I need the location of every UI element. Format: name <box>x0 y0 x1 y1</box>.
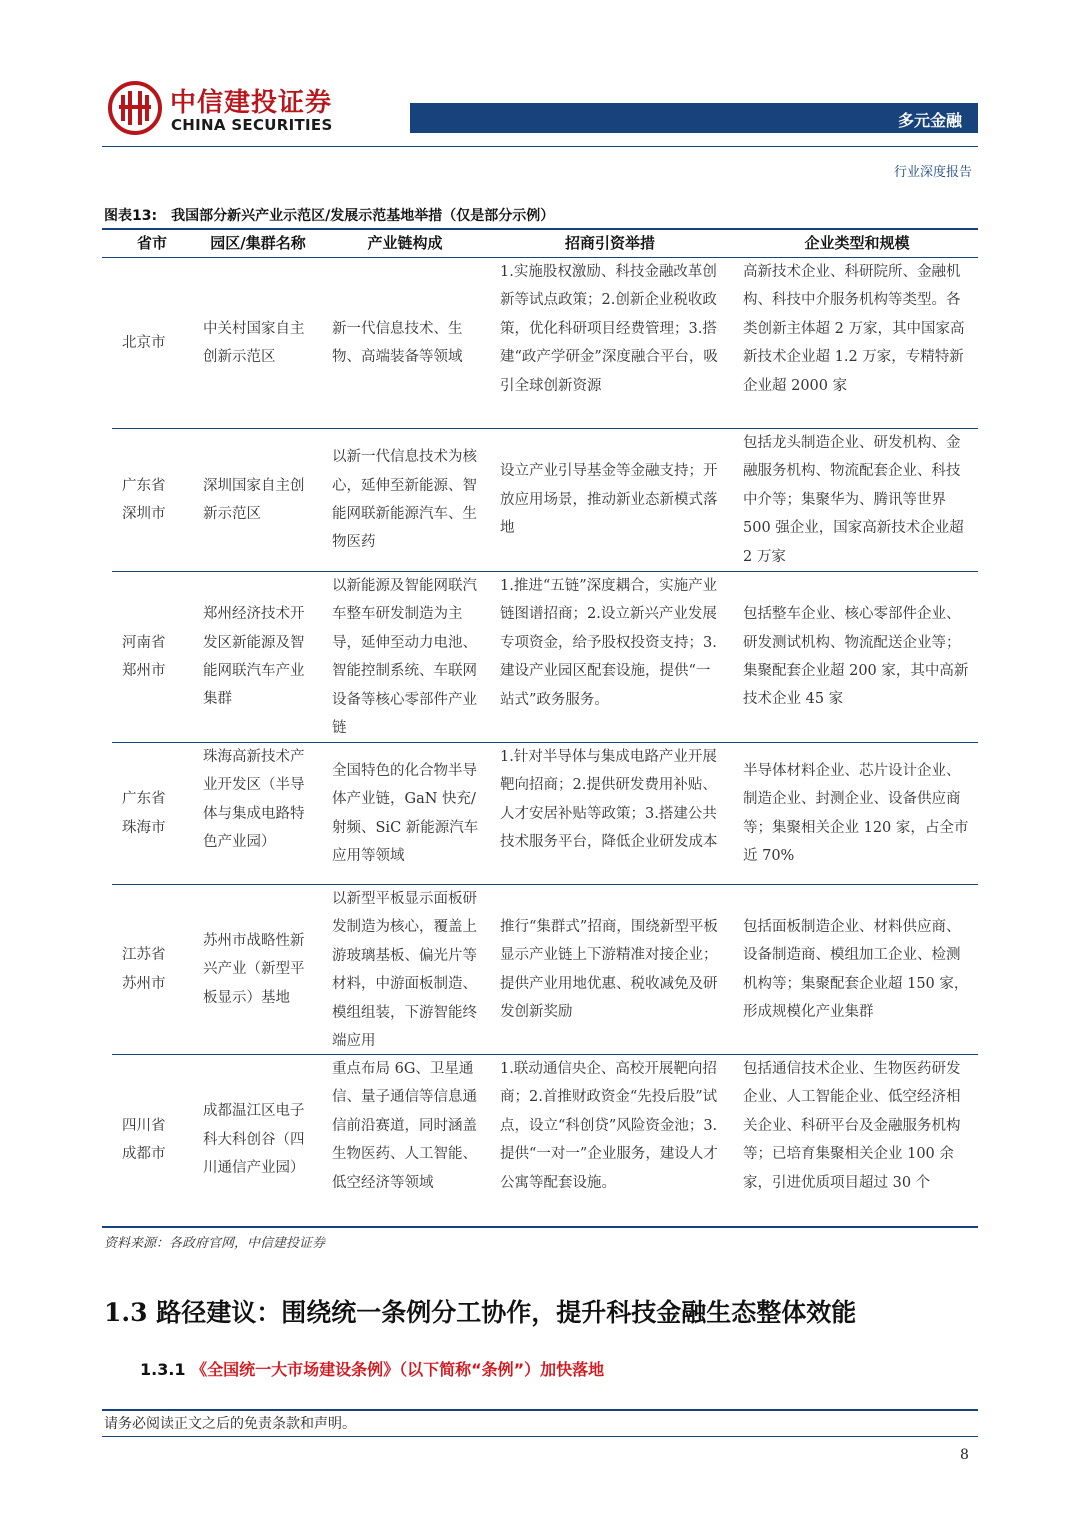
brand-name-cn: 中信建投证券 <box>170 88 333 118</box>
cell-chain: 新一代信息技术、生物、高端装备等领域 <box>332 320 463 365</box>
table-bottom-rule <box>102 1226 978 1228</box>
source-note: 资料来源：各政府官网，中信建投证券 <box>104 1236 326 1251</box>
col-header-province: 省市 <box>136 234 167 252</box>
figure-caption: 我国部分新兴产业示范区/发展示范基地举措（仅是部分示例） <box>171 208 555 224</box>
footer-divider-bottom <box>102 1436 978 1437</box>
cell-chain: 重点布局 6G、卫星通信、量子通信等信息通信前沿赛道，同时涵盖生物医药、人工智能、低空经济等领域 <box>332 1061 477 1191</box>
disclaimer: 请务必阅读正文之后的免责条款和声明。 <box>104 1416 356 1432</box>
subsection-number: 1.3.1 <box>140 1360 186 1379</box>
cell-enterprises: 包括整车企业、核心零部件企业、研发测试机构、物流配送企业等；集聚配套企业超 200 家，其中高新技术企业 45 家 <box>743 606 969 708</box>
cell-park: 中关村国家自主创新示范区 <box>203 320 305 365</box>
cell-enterprises: 半导体材料企业、芯片设计企业、制造企业、封测企业、设备供应商等；集聚相关企业 120 家，占全市近 70% <box>743 762 969 864</box>
cell-park: 成都温江区电子科大科创谷（四川通信产业园） <box>203 1103 305 1177</box>
figure-title <box>104 205 568 225</box>
cell-chain: 以新型平板显示面板研发制造为核心，覆盖上游玻璃基板、偏光片等材料，中游面板制造、模组组装，下游智能终端应用 <box>332 891 477 1050</box>
header-divider <box>102 146 978 147</box>
cell-measures: 1.联动通信央企、高校开展靶向招商；2.首推财政资金“先投后股”试点，设立“科创贷”风险资金池；3.提供“一对一”企业服务，建设人才公寓等配套设施。 <box>500 1061 718 1191</box>
cell-enterprises: 包括龙头制造企业、研发机构、金融服务机构、物流配套企业、科技中介等；集聚华为、腾讯等世界 500 强企业，国家高新技术企业超 2 万家 <box>743 435 964 565</box>
report-type-label: 行业深度报告 <box>893 165 972 180</box>
cell-chain: 全国特色的化合物半导体产业链，GaN 快充/射频、SiC 新能源汽车应用等领域 <box>332 762 479 864</box>
brand-name-en: CHINA SECURITIES <box>171 116 333 134</box>
cell-enterprises: 高新技术企业、科研院所、金融机构、科技中介服务机构等类型。各类创新主体超 2 万家，其中国家高新技术企业超 1.2 万家，专精特新企业超 2000 家 <box>743 264 965 394</box>
cell-measures: 设立产业引导基金等金融支持；开放应用场景，推动新业态新模式落地 <box>500 463 718 537</box>
subsection-heading <box>140 1357 604 1380</box>
cell-park: 深圳国家自主创新示范区 <box>203 477 305 522</box>
cell-province: 北京市 <box>122 334 166 351</box>
cell-province: 广东省深圳市 <box>122 477 166 522</box>
cell-park: 苏州市战略性新兴产业（新型平板显示）基地 <box>203 932 305 1006</box>
table-top-rule <box>102 228 978 230</box>
cell-province: 广东省珠海市 <box>122 791 166 836</box>
page-number: 8 <box>960 1447 969 1463</box>
cell-park: 郑州经济技术开发区新能源及智能网联汽车产业集群 <box>203 606 305 708</box>
cell-enterprises: 包括面板制造企业、材料供应商、设备制造商、模组加工企业、检测机构等；集聚配套企业超 150 家，形成规模化产业集群 <box>743 918 969 1020</box>
col-header-measures: 招商引资举措 <box>564 234 655 252</box>
figure-label: 图表13: <box>104 208 158 224</box>
cell-enterprises: 包括通信技术企业、生物医药研发企业、人工智能企业、低空经济相关企业、科研平台及金融服务机构等；已培育集聚相关企业 100 余家，引进优质项目超过 30 个 <box>743 1061 961 1191</box>
company-logo-icon <box>108 81 162 135</box>
footer-divider-top <box>102 1409 978 1411</box>
sector-label: 多元金融 <box>897 111 962 130</box>
cell-measures: 1.实施股权激励、科技金融改革创新等试点政策；2.创新企业税收政策，优化科研项目经费管理；3.搭建“政产学研金”深度融合平台，吸引全球创新资源 <box>500 264 718 394</box>
section-heading: 1.3 路径建议：围绕统一条例分工协作，提升科技金融生态整体效能 <box>104 1298 857 1327</box>
cell-measures: 1.推进“五链”深度耦合，实施产业链图谱招商；2.设立新兴产业发展专项资金，给予股权投资支持；3.建设产业园区配套设施，提供“一站式”政务服务。 <box>500 578 718 708</box>
col-header-enterprises: 企业类型和规模 <box>804 234 910 252</box>
cell-province: 江苏省苏州市 <box>122 947 166 992</box>
cell-province: 河南省郑州市 <box>122 634 166 679</box>
sector-banner <box>410 103 978 133</box>
cell-measures: 1.针对半导体与集成电路产业开展靶向招商；2.提供研发费用补贴、人才安居补贴等政策；3.搭建公共技术服务平台，降低企业研发成本 <box>500 749 718 851</box>
cell-chain: 以新能源及智能网联汽车整车研发制造为主导，延伸至动力电池、智能控制系统、车联网设备等核心零部件产业链 <box>332 578 477 737</box>
cell-park: 珠海高新技术产业开发区（半导体与集成电路特色产业园） <box>203 749 305 851</box>
cell-measures: 推行“集群式”招商，围绕新型平板显示产业链上下游精准对接企业；提供产业用地优惠、税收减免及研发创新奖励 <box>500 918 718 1020</box>
col-header-chain: 产业链构成 <box>367 234 443 252</box>
cell-chain: 以新一代信息技术为核心，延伸至新能源、智能网联新能源汽车、生物医药 <box>332 449 477 551</box>
subsection-title: 《全国统一大市场建设条例》（以下简称“条例”）加快落地 <box>191 1360 605 1379</box>
col-header-park: 园区/集群名称 <box>210 234 306 252</box>
cell-province: 四川省成都市 <box>122 1117 166 1162</box>
